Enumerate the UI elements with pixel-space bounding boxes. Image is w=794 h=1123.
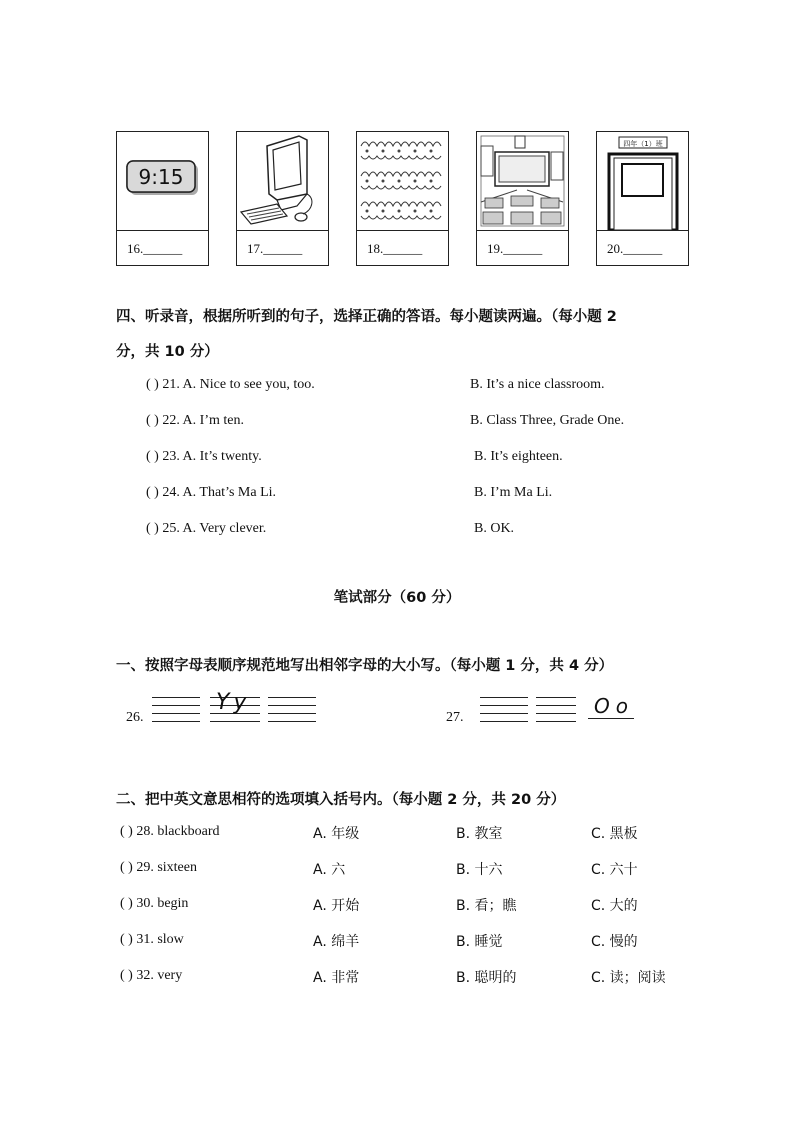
answer-paren[interactable]: ( ) xyxy=(146,485,159,500)
option-32-a: A. 非常 xyxy=(313,970,360,986)
question-23 xyxy=(146,449,262,465)
q27-writing-lines-2[interactable] xyxy=(536,697,576,729)
answer-paren[interactable]: ( ) xyxy=(120,860,133,875)
option-30-a: A. 开始 xyxy=(313,898,360,914)
option-32-c: C. 读；阅读 xyxy=(591,970,666,986)
question-24 xyxy=(146,485,276,501)
question-22 xyxy=(146,413,244,429)
part1-title: 一、按照字母表顺序规范地写出相邻字母的大小写。（每小题 1 分，共 4 分） xyxy=(116,658,614,674)
question-text: 25. A. Very clever. xyxy=(162,521,267,536)
question-text: 24. A. That’s Ma Li. xyxy=(162,485,277,500)
question-text: 28. blackboard xyxy=(136,824,220,839)
q27-writing-lines-1[interactable] xyxy=(480,697,528,729)
clock-icon xyxy=(117,132,208,231)
q26-letters: Yy xyxy=(216,690,251,715)
answer-blank-17[interactable]: 17.______ xyxy=(247,241,303,256)
picture-box-18 xyxy=(356,131,449,266)
picture-box-19 xyxy=(476,131,569,266)
question-text: 21. A. Nice to see you, too. xyxy=(162,377,315,392)
question-text: 32. very xyxy=(136,968,183,983)
option-31-b: B. 睡觉 xyxy=(456,934,503,950)
question-21 xyxy=(146,377,315,393)
option-29-b: B. 十六 xyxy=(456,862,503,878)
answer-blank-20[interactable]: 20.______ xyxy=(607,241,663,256)
answer-paren[interactable]: ( ) xyxy=(146,413,159,428)
question-text: 31. slow xyxy=(136,932,184,947)
question-30 xyxy=(120,896,188,912)
answer-blank-16[interactable]: 16.______ xyxy=(127,241,183,256)
q27-label: 27. xyxy=(446,710,464,725)
q26-label: 26. xyxy=(126,710,144,725)
picture-box-16 xyxy=(116,131,209,266)
option-30-b: B. 看；瞧 xyxy=(456,898,517,914)
answer-paren[interactable]: ( ) xyxy=(120,896,133,911)
answer-paren[interactable]: ( ) xyxy=(120,824,133,839)
q26-writing-lines-3[interactable] xyxy=(268,697,316,729)
option-23-b: B. It’s eighteen. xyxy=(474,449,563,464)
q27-base-line xyxy=(588,718,634,719)
part2-title: 二、把中英文意思相符的选项填入括号内。（每小题 2 分，共 20 分） xyxy=(116,792,566,808)
option-28-c: C. 黑板 xyxy=(591,826,638,842)
question-text: 30. begin xyxy=(136,896,189,911)
question-29 xyxy=(120,860,197,876)
question-text: 23. A. It’s twenty. xyxy=(162,449,262,464)
answer-blank-19[interactable]: 19.______ xyxy=(487,241,543,256)
classroom-icon xyxy=(477,132,568,231)
option-24-b: B. I’m Ma Li. xyxy=(474,485,553,500)
door-sign-text: 四年（1）班 xyxy=(623,140,663,148)
picture-box-20 xyxy=(596,131,689,266)
option-22-b: B. Class Three, Grade One. xyxy=(470,413,625,428)
option-30-c: C. 大的 xyxy=(591,898,638,914)
question-28 xyxy=(120,824,220,840)
picture-box-17 xyxy=(236,131,329,266)
question-text: 22. A. I’m ten. xyxy=(162,413,244,428)
answer-paren[interactable]: ( ) xyxy=(146,449,159,464)
q26-writing-lines-1[interactable] xyxy=(152,697,200,729)
question-text: 29. sixteen xyxy=(136,860,197,875)
answer-paren[interactable]: ( ) xyxy=(146,377,159,392)
option-29-c: C. 六十 xyxy=(591,862,638,878)
option-29-a: A. 六 xyxy=(313,862,346,878)
option-31-a: A. 绵羊 xyxy=(313,934,360,950)
answer-paren[interactable]: ( ) xyxy=(120,968,133,983)
clock-time-text: 9:15 xyxy=(138,165,184,189)
answer-paren[interactable]: ( ) xyxy=(146,521,159,536)
question-31 xyxy=(120,932,184,948)
option-32-b: B. 聪明的 xyxy=(456,970,517,986)
answer-paren[interactable]: ( ) xyxy=(120,932,133,947)
question-25 xyxy=(146,521,266,537)
door-icon xyxy=(597,132,688,231)
option-25-b: B. OK. xyxy=(474,521,515,536)
option-21-b: B. It’s a nice classroom. xyxy=(470,377,605,392)
written-part-title: 笔试部分（60 分） xyxy=(333,590,461,606)
answer-blank-18[interactable]: 18.______ xyxy=(367,241,423,256)
section4-title-line1: 四、听录音，根据所听到的句子，选择正确的答语。每小题读两遍。（每小题 2 xyxy=(116,309,617,325)
option-28-b: B. 教室 xyxy=(456,826,503,842)
q27-letters: Oo xyxy=(594,694,634,718)
option-28-a: A. 年级 xyxy=(313,826,360,842)
question-32 xyxy=(120,968,182,984)
option-31-c: C. 慢的 xyxy=(591,934,638,950)
computer-icon xyxy=(237,132,328,231)
section4-title-line2: 分，共 10 分） xyxy=(116,344,219,360)
pattern-icon xyxy=(357,132,448,231)
